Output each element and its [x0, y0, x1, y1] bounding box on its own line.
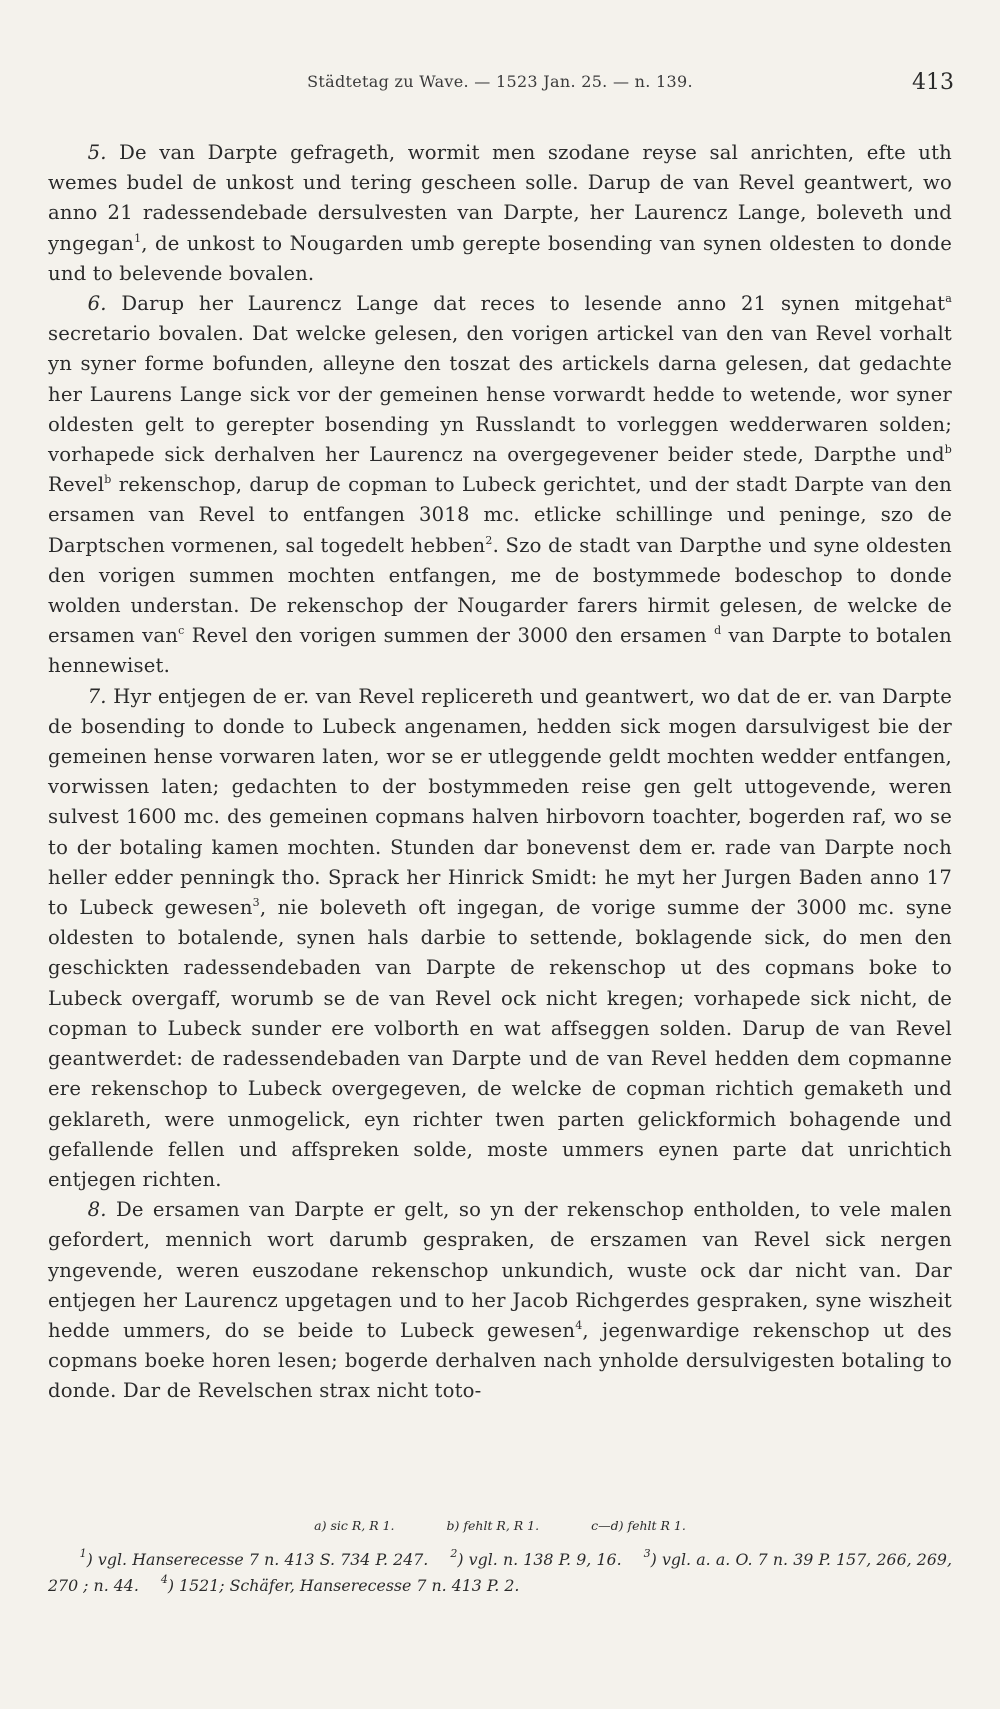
paragraph-text: De van Darpte gefrageth, wormit men szodane reyse sal anrichten, efte uth wemes budel de unkost und tering gescheen solle. Darup de van Revel geantwert, wo anno 21 radessendebade dersulvesten van Darpte, her Laurencz Lange, boleveth und yngegan — [48, 141, 952, 255]
paragraph-text: Darup her Laurencz Lange dat reces to lesende anno 21 synen mitgehat — [121, 292, 946, 316]
paragraph-text: Revel den vorigen summen der 3000 den ersamen — [184, 624, 715, 648]
paragraph-number: 7. — [87, 684, 107, 708]
paragraph-text: , jegenwardige rekenschop ut des copmans boeke horen lesen; bogerde derhalven nach ynholde dersulvigesten botaling to donde. Dar de Revelschen strax nicht toto- — [48, 1318, 952, 1403]
textual-note: a) sic R, R 1. — [314, 1518, 395, 1533]
footnote-marker: 3 — [643, 1547, 651, 1560]
running-title: Städtetag zu Wave. — 1523 Jan. 25. — n. 139. — [307, 72, 693, 91]
paragraph-number: 5. — [87, 141, 107, 164]
footnote-ref: d — [714, 624, 722, 638]
footnote-ref: a — [945, 292, 952, 306]
paragraph-text: Hyr entjegen de er. van Revel replicereth und geantwert, wo dat de er. van Darpte de bosending to donde to Lubeck angenamen, hedden sick mogen darsulvigest bie der gemeinen hense vorwaren laten, wor se er utleggende geldt mochten wedder entfangen, vorwissen laten; gedachten to der bostymmeden reise gen gelt uttogevende, weren sulvest 1600 mc. des gemeinen copmans halven hirbovorn toachter, bogerden raf, wo se to der botaling kamen mochten. Stunden dar bonevenst dem er. rade van Darpte noch heller edder penningk tho. Sprack her Hinrick Smidt: he myt her Jurgen Baden anno 17 to Lubeck gewesen — [48, 684, 952, 920]
paragraph-text: , nie boleveth oft ingegan, de vorige summe der 3000 mc. syne oldesten to botalende, synen hals darbie to settende, boklagende sick, do men den geschickten radessendebaden van Darpte de rekenschop ut des copmans boke to Lubeck overgaff, worumb se de van Revel ock nicht kregen; vorhapede sick nicht, de copman to Lubeck sunder ere volborth en wat affseggen solden. Darup de van Revel geantwerdet: de radessendebaden van Darpte und de van Revel hedden dem copmanne ere rekenschop to Lubeck overgegeven, de welcke de copman richtich gemaketh und geklareth, were unmogelick, eyn richter twen parten gelickformich bohagende und gefallende fellen und affspreken solde, moste ummers eynen parte dat unrichtich entjegen richten. — [48, 896, 952, 1191]
footnote-ref: 2 — [485, 533, 493, 547]
paragraph-text: De ersamen van Darpte er gelt, so yn der rekenschop entholden, to vele malen gefordert, mennich wort darumb gespraken, de erszamen van Revel sick nergen yngevende, weren euszodane rekenschop unkundich, wuste ock dar nicht van. Dar entjegen her Laurencz upgetagen und to her Jacob Richgerdes gespraken, syne wiszheit hedde ummers, do se beide to Lubeck gewesen — [48, 1198, 952, 1342]
paragraph-text: Revel — [48, 473, 105, 497]
footnote-marker: 1 — [79, 1547, 87, 1560]
footnote-text: ) 1521; Schäfer, Hanserecesse 7 n. 413 P. 2. — [167, 1576, 520, 1595]
textual-note: c—d) fehlt R 1. — [591, 1518, 686, 1533]
paragraph-8 — [48, 1195, 952, 1406]
body-text — [48, 138, 952, 1407]
footnote-ref: 1 — [134, 231, 142, 245]
paragraph-text: . Szo de stadt van Darpthe und syne oldesten den vorigen summen mochten entfangen, me de bostymmede bodeschop to donde wolden understan. De rekenschop der Nougarder farers hirmit gelesen, de welcke de ersamen van — [48, 533, 952, 648]
footnote-ref: 3 — [252, 896, 260, 910]
textual-notes — [48, 1518, 952, 1533]
page-header — [0, 70, 1000, 100]
footnote-ref: b — [104, 473, 112, 487]
numbered-notes — [48, 1547, 952, 1599]
paragraph-text: van Darpte to botalen hennewiset. — [48, 624, 952, 678]
paragraph-number: 6. — [87, 292, 107, 316]
footnotes — [48, 1518, 952, 1599]
footnote-ref: 4 — [575, 1318, 583, 1332]
footnote-marker: 4 — [160, 1573, 168, 1586]
footnote-ref: b — [944, 443, 952, 457]
footnote-marker: 2 — [450, 1547, 458, 1560]
footnote-text: ) vgl. a. a. O. 7 n. 39 P. 157, 266, 269, 270 ; n. 44. — [48, 1550, 952, 1595]
paragraph-text: , de unkost to Nougarden umb gerepte bosending van synen oldesten to donde und to belevende bovalen. — [48, 231, 952, 285]
footnote-ref: c — [178, 624, 185, 638]
footnote-text: ) vgl. n. 138 P. 9, 16. — [457, 1550, 622, 1569]
footnote-text: ) vgl. Hanserecesse 7 n. 413 S. 734 P. 247. — [86, 1550, 429, 1569]
paragraph-text: secretario bovalen. Dat welcke gelesen, den vorigen artickel van den van Revel vorhalt yn syner forme bofunden, alleyne den toszat des artickels darna gelesen, dat gedachte her Laurens Lange sick vor der gemeinen hense vorwardt hedde to wetende, wor syner oldesten gelt to gerepter bosending yn Russlandt to vorleggen wedderwaren solden; vorhapede sick derhalven her Laurencz na overgegevener beider stede, Darpthe und — [48, 322, 952, 467]
paragraph-6 — [48, 289, 952, 682]
paragraph-7 — [48, 682, 952, 1195]
paragraph-text: rekenschop, darup de copman to Lubeck gerichtet, und der stadt Darpte van den ersamen van Revel to entfangen 3018 mc. etlicke schillinge und peninge, szo de Darptschen vormenen, sal togedelt hebben — [48, 473, 952, 557]
paragraph-5 — [48, 138, 952, 289]
page-number: 413 — [912, 70, 954, 95]
textual-note: b) fehlt R, R 1. — [446, 1518, 540, 1533]
paragraph-number: 8. — [87, 1198, 107, 1222]
